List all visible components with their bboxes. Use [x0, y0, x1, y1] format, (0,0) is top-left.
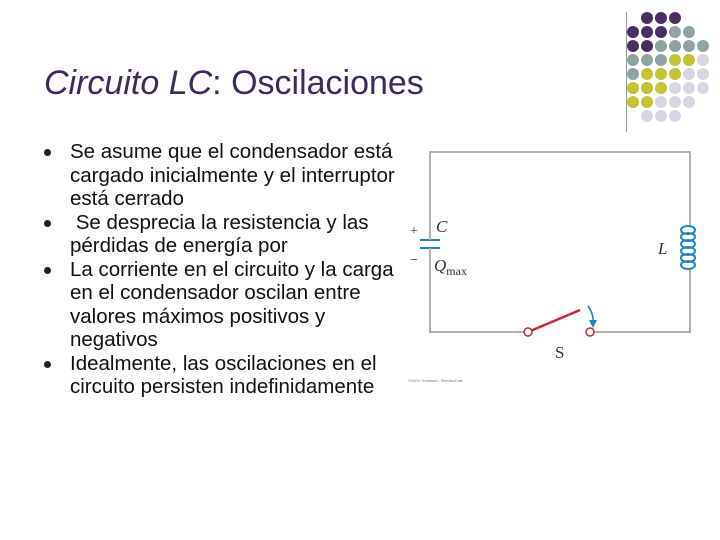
- dot: [669, 54, 681, 66]
- bullet-item: [44, 258, 414, 352]
- bullet-dot-icon: [44, 361, 51, 368]
- bullet-text: Se desprecia la resistencia y las pérdidas de energía por: [70, 210, 375, 257]
- switch-label: S: [555, 343, 565, 362]
- circuit-wire: [430, 152, 690, 332]
- dot: [655, 54, 667, 66]
- title-italic-part: Circuito LC: [44, 64, 213, 102]
- inductor-label: L: [658, 239, 668, 258]
- bullet-text: Se asume que el condensador está cargado inicialmente y el interruptor está cerrado: [70, 140, 395, 210]
- dot: [655, 96, 667, 108]
- bullet-item: [44, 140, 414, 211]
- dot: [669, 82, 681, 94]
- dot: [627, 68, 639, 80]
- lc-circuit-diagram: [400, 140, 710, 380]
- dot-row-8: [641, 110, 681, 122]
- bullet-item: [44, 352, 414, 399]
- bullet-dot-icon: [44, 149, 51, 156]
- capacitor-label: C: [436, 217, 448, 236]
- dot: [641, 54, 653, 66]
- dot: [683, 68, 695, 80]
- dot: [627, 40, 639, 52]
- dot: [655, 12, 667, 24]
- dot: [655, 40, 667, 52]
- dot: [627, 26, 639, 38]
- dot: [669, 40, 681, 52]
- charge-sub: max: [446, 264, 467, 278]
- bullet-dot-icon: [44, 267, 51, 274]
- title-rest: : Oscilaciones: [212, 64, 424, 102]
- dot: [697, 82, 709, 94]
- dot-row-6: [627, 82, 709, 94]
- dot: [683, 54, 695, 66]
- dot: [669, 96, 681, 108]
- inductor-icon: [681, 226, 695, 269]
- dot-row-3: [627, 40, 709, 52]
- bullet-text: Idealmente, las oscilaciones en el circuito persisten indefinidamente: [70, 351, 377, 398]
- charge-main: Q: [434, 256, 447, 275]
- dot: [641, 12, 653, 24]
- dot: [655, 26, 667, 38]
- dot-row-4: [627, 54, 709, 66]
- curved-arrow-icon: [588, 306, 597, 328]
- dot: [683, 82, 695, 94]
- switch-icon: [524, 310, 594, 336]
- dot: [641, 68, 653, 80]
- dot-row-2: [627, 26, 695, 38]
- dot-row-5: [627, 68, 709, 80]
- dot: [641, 26, 653, 38]
- dot: [641, 96, 653, 108]
- minus-sign: −: [410, 253, 418, 268]
- dot: [641, 110, 653, 122]
- dot: [641, 40, 653, 52]
- dot: [627, 82, 639, 94]
- dot: [669, 110, 681, 122]
- plus-sign: +: [410, 224, 418, 239]
- dot: [697, 40, 709, 52]
- dot: [641, 82, 653, 94]
- dot: [655, 68, 667, 80]
- dot: [697, 68, 709, 80]
- dot: [669, 26, 681, 38]
- dot: [697, 54, 709, 66]
- vertical-divider: [626, 12, 627, 132]
- dot: [627, 54, 639, 66]
- dot: [655, 110, 667, 122]
- bullet-dot-icon: [44, 220, 51, 227]
- copyright-note: ©2004 Thomson - Brooks/Cole: [408, 378, 463, 383]
- dot-row-1: [641, 12, 681, 24]
- dot: [683, 96, 695, 108]
- dot-row-7: [627, 96, 695, 108]
- dot: [655, 82, 667, 94]
- dot: [683, 26, 695, 38]
- bullet-item: [44, 211, 414, 258]
- bullet-list: [44, 140, 414, 399]
- charge-label: [434, 256, 467, 278]
- slide-title: [44, 64, 424, 103]
- bullet-text: La corriente en el circuito y la carga en el condensador oscilan entre valores máximos positivos y negativos: [70, 257, 394, 351]
- dot: [669, 12, 681, 24]
- dot: [669, 68, 681, 80]
- dot: [627, 96, 639, 108]
- dot: [683, 40, 695, 52]
